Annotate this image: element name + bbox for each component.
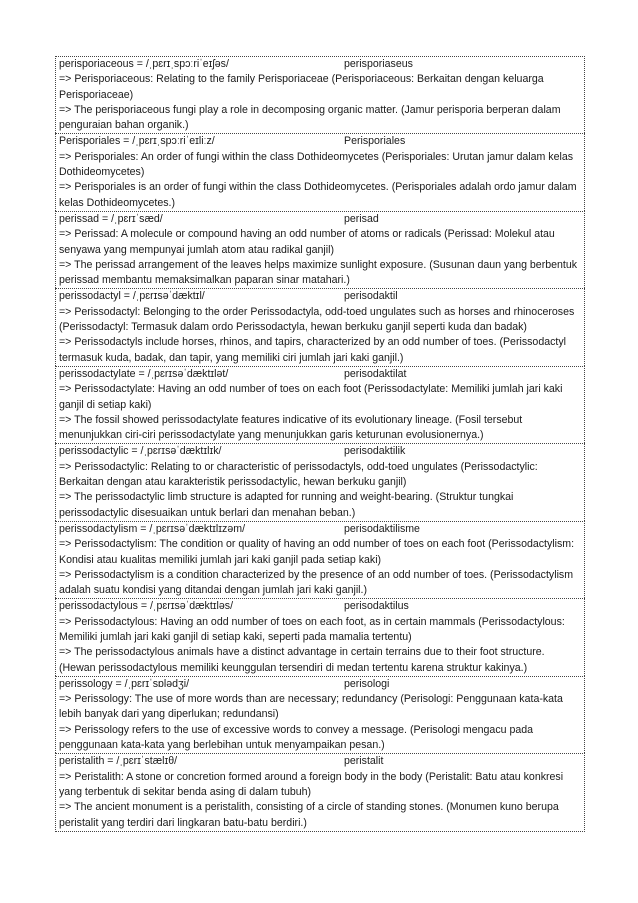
entry-headword-row [59,212,582,227]
entry-headword-row [59,599,582,614]
entry-perissology [55,676,585,753]
entry-perissodactylic [55,443,585,520]
headword-pronunciation: perissodactylic = /ˌpɛrɪsəˈdæktɪlɪk/ [59,445,222,458]
entry-headword-row [59,367,582,382]
definition: => Perissodactyl: Belonging to the order Perissodactyla, odd-toed ungulates such as horses and rhinoceroses (Perissodactyl: Termasuk dalam ordo Perissodactyla, hewan berkuku ganjil seperti kuda dan badak) [59,305,575,334]
example: => The fossil showed perissodactylate features indicative of its evolutionary lineage. (Fosil tersebut menunjukkan ciri-ciri perissodactylate yang menunjukkan garis keturunan evolusionernya.) [59,413,523,442]
definition: => Perissodactylate: Having an odd number of toes on each foot (Perissodactylate: Memiliki jumlah jari kaki ganjil di setiap kaki) [59,383,563,411]
headword-pronunciation: perissodactyl = /ˌpɛrɪsəˈdæktɪl/ [59,290,205,303]
entry-headword-row [59,677,582,692]
definition: => Perissad: A molecule or compound having an odd number of atoms or radicals (Perissad: Molekul atau senyawa yang mempunyai jumlah atom atau radikal ganjil) [59,228,555,256]
definition: => Perisporiaceous: Relating to the family Perisporiaceae (Perisporiaceous: Berkaitan dengan keluarga Perisporiaceae) [59,73,544,101]
translation: perisodaktilisme [344,522,420,535]
entry-perissodactylous [55,598,585,675]
definition: => Perissology: The use of more words than are necessary; redundancy (Perisologi: Penggunaan kata-kata lebih banyak dari yang diperlukan; redundansi) [59,693,563,721]
entry-headword-row [59,57,582,72]
translation: peristalit [344,755,384,768]
entry-headword-row [59,522,582,537]
entry-peristalith [55,753,585,831]
translation: perisodaktil [344,290,398,303]
translation: perisodaktilat [344,367,407,380]
entry-perissodactyl [55,288,585,365]
entry-perissodactylate [55,366,585,443]
example: => The perissodactylous animals have a distinct advantage in certain terrains due to their foot structure. (Hewan perissodactylous memiliki keunggulan tersendiri di medan tertentu karena struktur kakinya.) [59,646,545,674]
headword-pronunciation: perissodactylism = /ˌpɛrɪsəˈdæktɪlɪzəm/ [59,522,246,535]
headword-pronunciation: peristalith = /ˌpɛrɪˈstælɪθ/ [59,755,178,768]
example: => The perissad arrangement of the leaves helps maximize sunlight exposure. (Susunan daun yang berbentuk perissad membantu memaksimalkan paparan sinar matahari.) [59,258,578,287]
example: => The ancient monument is a peristalith, consisting of a circle of standing stones. (Monumen kuno berupa peristalit yang terdiri dari lingkaran batu-batu berdiri.) [59,801,559,829]
headword-pronunciation: perissodactylous = /ˌpɛrɪsəˈdæktɪləs/ [59,600,234,613]
definition: => Peristalith: A stone or concretion formed around a foreign body in the body (Peristalit: Batu atau konkresi yang terbentuk di sekitar benda asing di dalam tubuh) [59,770,564,798]
definition: => Perissodactylism: The condition or quality of having an odd number of toes on each foot (Perissodactylism: Kondisi atau kualitas memiliki jumlah jari kaki ganjil pada setiap kaki) [59,538,575,566]
entry-headword-row [59,444,582,459]
headword-pronunciation: perisporiaceous = /ˌpɛrɪˌspɔːriˈeɪʃəs/ [59,58,229,70]
entry-perissodactylism [55,521,585,598]
headword-pronunciation: perissodactylate = /ˌpɛrɪsəˈdæktɪlət/ [59,367,229,380]
example: => Perissodactylism is a condition characterized by the presence of an odd number of toes. (Perissodactylism adalah suatu kondisi yang ditandai dengan jumlah jari kaki ganjil.) [59,568,574,597]
entry-headword-row [59,754,582,769]
definition: => Perissodactylic: Relating to or characteristic of perissodactyls, odd-toed ungulates (Perissodactylic: Berkaitan dengan atau karakteristik perissodactylic, hewan berkuku ganjil) [59,460,538,489]
headword-pronunciation: perissology = /ˌpɛrɪˈsɒlədʒi/ [59,677,190,690]
definition: => Perisporiales: An order of fungi within the class Dothideomycetes (Perisporiales: Urutan jamur dalam kelas Dothideomycetes) [59,150,574,179]
translation: Perisporiales [344,135,406,148]
headword-pronunciation: perissad = /ˌpɛrɪˈsæd/ [59,212,163,225]
entry-perisporiaceous [55,56,585,133]
definition: => Perissodactylous: Having an odd number of toes on each foot, as in certain mammals (Perissodactylous: Memiliki jumlah jari kaki ganjil di setiap kaki, seperti pada mamalia tertentu) [59,615,565,643]
entry-headword-row [59,134,582,149]
example: => Perisporiales is an order of fungi within the class Dothideomycetes. (Perisporiales adalah ordo jamur dalam kelas Dothideomycetes.) [59,181,577,209]
example: => The perissodactylic limb structure is adapted for running and weight-bearing. (Struktur tungkai perissodactylic disesuaikan untuk berlari dan menahan beban.) [59,491,514,519]
translation: perisporiaseus [344,58,413,70]
example: => Perissodactyls include horses, rhinos, and tapirs, characterized by an odd number of toes. (Perissodactyl termasuk kuda, badak, dan tapir, yang memiliki ciri jumlah jari kaki ganjil.) [59,336,566,364]
entry-headword-row [59,289,582,304]
example: => Perissology refers to the use of excessive words to convey a message. (Perisologi mengacu pada penggunaan kata-kata yang berlebihan untuk menyampaikan pesan.) [59,723,534,752]
translation: perisad [344,212,379,225]
translation: perisologi [344,677,390,690]
dictionary-page [55,56,585,832]
entry-perisporiales [55,133,585,210]
entry-perissad [55,211,585,288]
translation: perisodaktilus [344,600,409,613]
example: => The perisporiaceous fungi play a role in decomposing organic matter. (Jamur perisporia berperan dalam penguraian bahan organik.) [59,103,561,132]
translation: perisodaktilik [344,445,406,458]
headword-pronunciation: Perisporiales = /ˌpɛrɪˌspɔːriˈeɪliːz/ [59,135,215,148]
